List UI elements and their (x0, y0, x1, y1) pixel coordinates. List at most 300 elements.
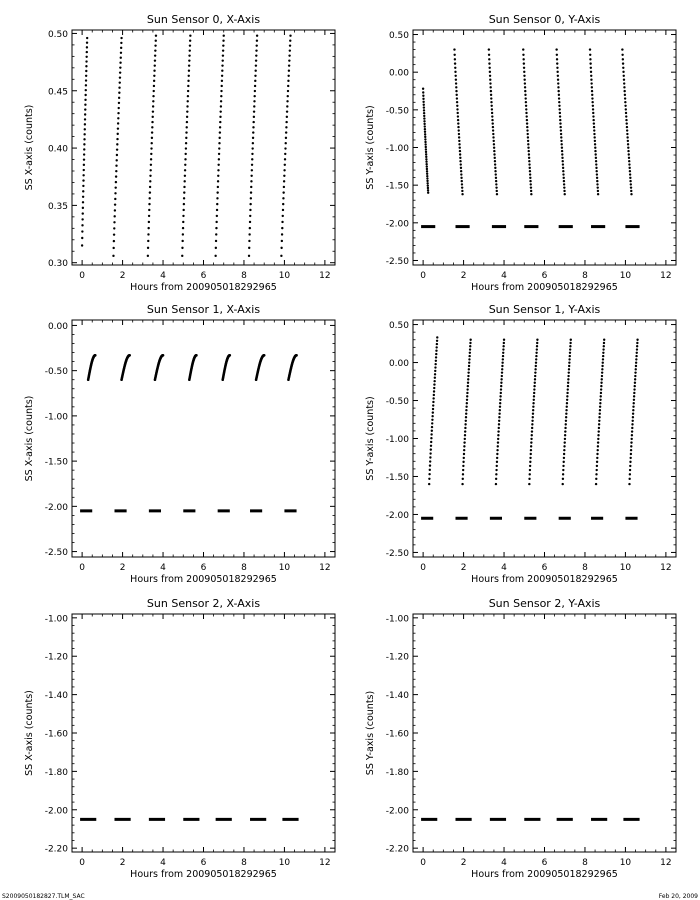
data-point (280, 247, 282, 249)
data-point (593, 122, 595, 124)
data-point (636, 352, 638, 354)
data-point (601, 368, 603, 370)
data-point (434, 366, 436, 368)
data-point (633, 402, 635, 404)
data-point (589, 58, 591, 60)
y-tick-label: 0.50 (388, 31, 409, 42)
data-point (182, 233, 184, 235)
data-point (117, 122, 119, 124)
data-point (628, 157, 630, 159)
data-point (426, 180, 428, 182)
data-point (524, 90, 526, 92)
data-point (528, 153, 530, 155)
footer-filename: S2009050182827.TLM_SAC (2, 893, 85, 900)
data-point (502, 352, 504, 354)
data-point (251, 169, 253, 171)
data-point (86, 41, 88, 43)
data-point (500, 382, 502, 384)
data-point (219, 126, 221, 128)
data-point (453, 48, 455, 50)
data-point (425, 158, 427, 160)
data-point (182, 215, 184, 217)
data-point (557, 79, 559, 81)
data-point (529, 173, 531, 175)
data-point (589, 48, 591, 50)
data-point (522, 58, 524, 60)
data-point (455, 94, 457, 96)
data-point (495, 186, 497, 188)
data-point (532, 416, 534, 418)
data-point (152, 95, 154, 97)
data-point (530, 438, 532, 440)
data-point (114, 203, 116, 205)
data-point (469, 342, 471, 344)
y-tick-label: -2.50 (385, 548, 409, 559)
data-point (116, 138, 118, 140)
data-point (184, 164, 186, 166)
data-point (282, 215, 284, 217)
plot-frame (72, 30, 335, 265)
data-point (596, 183, 598, 185)
data-point (465, 416, 467, 418)
data-point (566, 392, 568, 394)
data-point (599, 402, 601, 404)
data-point (492, 126, 494, 128)
data-point (281, 233, 283, 235)
data-point (555, 48, 557, 50)
x-tick-label: 10 (278, 563, 291, 573)
data-point (149, 180, 151, 182)
data-point (147, 233, 149, 235)
y-tick-label: -2.00 (44, 806, 68, 817)
data-point (559, 119, 561, 121)
data-point (254, 75, 256, 77)
data-point (565, 413, 567, 415)
data-point (463, 457, 465, 459)
data-point (120, 47, 122, 49)
data-point (495, 473, 497, 475)
x-tick-label: 0 (420, 271, 426, 281)
data-point (562, 173, 564, 175)
data-point (284, 158, 286, 160)
data-point (221, 85, 223, 87)
data-point (459, 153, 461, 155)
data-point (589, 62, 591, 64)
data-point (536, 339, 538, 341)
data-point (435, 346, 437, 348)
data-point (523, 62, 525, 64)
data-point (530, 183, 532, 185)
data-point (436, 336, 438, 338)
data-point (429, 452, 431, 454)
x-tick-label: 8 (582, 563, 588, 573)
data-point (117, 117, 119, 119)
y-tick-label: -2.20 (385, 844, 409, 855)
data-point (151, 142, 153, 144)
data-point (256, 44, 258, 46)
data-point (113, 221, 115, 223)
data-point (455, 79, 457, 81)
data-point (82, 207, 84, 209)
x-tick-label: 2 (460, 858, 467, 868)
data-point (532, 413, 534, 415)
data-point (147, 227, 149, 229)
data-point (468, 358, 470, 360)
data-point (495, 469, 497, 471)
data-point (461, 190, 463, 192)
data-point (566, 395, 568, 397)
data-point (469, 345, 471, 347)
data-point (525, 115, 527, 117)
data-point (564, 430, 566, 432)
data-point (597, 190, 599, 192)
data-point (495, 180, 497, 182)
data-point (153, 90, 155, 92)
data-point (427, 189, 429, 191)
data-point (564, 438, 566, 440)
data-point (500, 388, 502, 390)
data-point (286, 110, 288, 112)
data-point (600, 388, 602, 390)
data-point (602, 355, 604, 357)
data-point (529, 170, 531, 172)
data-point (621, 54, 623, 56)
data-point (433, 380, 435, 382)
data-point (600, 392, 602, 394)
data-point (426, 165, 428, 167)
data-point (567, 382, 569, 384)
data-point (83, 138, 85, 140)
data-point (523, 75, 525, 77)
data-point (458, 136, 460, 138)
data-point (626, 129, 628, 131)
data-point (253, 100, 255, 102)
data-point (283, 186, 285, 188)
data-point (528, 478, 530, 480)
x-tick-label: 10 (619, 563, 632, 573)
data-point (422, 91, 424, 93)
data-point (467, 371, 469, 373)
data-point (536, 348, 538, 350)
data-point (462, 469, 464, 471)
data-point (495, 173, 497, 175)
data-point (455, 90, 457, 92)
data-point (594, 153, 596, 155)
data-point (113, 240, 115, 242)
data-point (82, 179, 84, 181)
y-tick-label: -2.20 (44, 844, 68, 855)
data-point (82, 185, 84, 187)
data-point (287, 80, 289, 82)
data-point (465, 406, 467, 408)
data-point (557, 90, 559, 92)
data-point (625, 115, 627, 117)
data-point (629, 170, 631, 172)
data-point (528, 150, 530, 152)
footer-date: Feb 20, 2009 (658, 893, 698, 900)
data-point (599, 399, 601, 401)
data-point (601, 365, 603, 367)
data-point (285, 137, 287, 139)
x-tick-label: 12 (660, 271, 672, 281)
data-point (557, 86, 559, 88)
x-tick-label: 4 (160, 563, 166, 573)
data-point (424, 143, 426, 145)
data-point (153, 85, 155, 87)
x-tick-label: 8 (582, 271, 588, 281)
data-point (426, 182, 428, 184)
data-point (560, 140, 562, 142)
data-point (594, 143, 596, 145)
data-point (600, 385, 602, 387)
data-point (628, 483, 630, 485)
data-point (289, 44, 291, 46)
data-point (493, 150, 495, 152)
data-point (86, 37, 88, 39)
data-point (556, 67, 558, 69)
data-point (502, 348, 504, 350)
data-point (522, 48, 524, 50)
data-point (287, 75, 289, 77)
data-point (457, 115, 459, 117)
data-point (533, 399, 535, 401)
data-point (82, 201, 84, 203)
data-point (423, 104, 425, 106)
data-point (147, 247, 149, 249)
data-point (152, 100, 154, 102)
data-point (535, 361, 537, 363)
chart-title: Sun Sensor 1, X-Axis (146, 303, 261, 316)
data-point (151, 121, 153, 123)
data-point (286, 105, 288, 107)
data-point (120, 42, 122, 44)
data-point (534, 368, 536, 370)
data-point (599, 413, 601, 415)
data-point (248, 247, 250, 249)
data-point (501, 371, 503, 373)
data-point (155, 39, 157, 41)
data-point (568, 361, 570, 363)
data-point (454, 62, 456, 64)
x-axis-label: Hours from 200905018292965 (130, 282, 277, 293)
data-point (83, 143, 85, 145)
chart-panel-3 (24, 303, 335, 585)
data-point (528, 160, 530, 162)
data-point (495, 177, 497, 179)
data-point (284, 153, 286, 155)
data-point (489, 75, 491, 77)
data-point (501, 361, 503, 363)
data-point (424, 136, 426, 138)
data-point (255, 49, 257, 51)
data-point (181, 255, 183, 257)
data-point (84, 104, 86, 106)
data-point (461, 183, 463, 185)
data-point (556, 54, 558, 56)
data-point (502, 355, 504, 357)
data-point (85, 60, 87, 62)
data-point (430, 445, 432, 447)
data-point (455, 86, 457, 88)
data-point (630, 445, 632, 447)
data-point (630, 193, 632, 195)
data-point (632, 420, 634, 422)
data-point (627, 147, 629, 149)
data-point (634, 375, 636, 377)
data-point (221, 80, 223, 82)
data-point (429, 464, 431, 466)
data-point (432, 408, 434, 410)
data-point (531, 430, 533, 432)
data-point (248, 255, 250, 257)
data-point (217, 164, 219, 166)
data-point (488, 62, 490, 64)
data-point (459, 150, 461, 152)
data-point (563, 190, 565, 192)
data-point (119, 66, 121, 68)
data-point (85, 65, 87, 67)
data-point (254, 70, 256, 72)
x-tick-label: 0 (79, 563, 85, 573)
data-point (567, 375, 569, 377)
data-point (153, 70, 155, 72)
data-point (456, 108, 458, 110)
data-point (427, 184, 429, 186)
data-point (150, 158, 152, 160)
data-point (252, 142, 254, 144)
data-point (495, 478, 497, 480)
data-point (433, 387, 435, 389)
y-tick-label: -1.50 (44, 457, 68, 468)
data-point (115, 181, 117, 183)
data-point (148, 209, 150, 211)
x-tick-label: 10 (278, 271, 291, 281)
data-point (85, 70, 87, 72)
data-point (496, 453, 498, 455)
data-point (286, 100, 288, 102)
x-tick-label: 6 (541, 858, 548, 868)
data-point (469, 339, 471, 341)
data-point (593, 136, 595, 138)
data-point (287, 85, 289, 87)
data-point (466, 395, 468, 397)
data-point (186, 126, 188, 128)
data-point (494, 167, 496, 169)
data-point (530, 445, 532, 447)
data-point (490, 94, 492, 96)
y-tick-label: -2.50 (44, 548, 68, 559)
data-point (288, 54, 290, 56)
data-point (626, 136, 628, 138)
data-point (491, 119, 493, 121)
data-point (287, 90, 289, 92)
data-point (501, 365, 503, 367)
data-point (187, 85, 189, 87)
data-point (527, 140, 529, 142)
data-point (118, 107, 120, 109)
data-point (463, 441, 465, 443)
x-tick-label: 12 (319, 563, 331, 573)
y-tick-label: 0.30 (47, 259, 68, 270)
data-point (632, 413, 634, 415)
y-axis-label: SS X-axis (counts) (24, 395, 35, 482)
chart-title: Sun Sensor 2, X-Axis (146, 597, 261, 610)
x-tick-label: 6 (200, 271, 207, 281)
data-point (425, 146, 427, 148)
data-point (457, 119, 459, 121)
data-point (431, 415, 433, 417)
data-point (456, 105, 458, 107)
data-point (590, 75, 592, 77)
data-point (630, 190, 632, 192)
data-point (501, 368, 503, 370)
data-point (460, 167, 462, 169)
x-tick-label: 4 (501, 271, 507, 281)
x-axis-label: Hours from 200905018292965 (471, 574, 618, 585)
data-point (633, 388, 635, 390)
data-point (94, 354, 97, 357)
data-point (216, 209, 218, 211)
data-point (154, 59, 156, 61)
data-point (567, 385, 569, 387)
data-point (221, 70, 223, 72)
data-point (488, 54, 490, 56)
data-point (569, 342, 571, 344)
data-point (558, 101, 560, 103)
data-point (595, 473, 597, 475)
plot-frame (72, 614, 335, 852)
data-point (435, 353, 437, 355)
data-point (568, 368, 570, 370)
data-point (423, 109, 425, 111)
data-point (151, 137, 153, 139)
data-point (251, 164, 253, 166)
data-point (283, 180, 285, 182)
data-point (186, 121, 188, 123)
data-point (469, 348, 471, 350)
data-point (281, 227, 283, 229)
data-point (432, 404, 434, 406)
data-point (220, 105, 222, 107)
data-point (492, 136, 494, 138)
data-point (250, 175, 252, 177)
data-point (428, 478, 430, 480)
data-point (251, 153, 253, 155)
data-point (455, 82, 457, 84)
data-point (82, 212, 84, 214)
data-point (426, 168, 428, 170)
data-point (496, 461, 498, 463)
data-point (627, 140, 629, 142)
data-point (497, 430, 499, 432)
data-point (432, 397, 434, 399)
data-point (526, 119, 528, 121)
data-point (469, 352, 471, 354)
data-point (188, 59, 190, 61)
data-point (530, 449, 532, 451)
data-point (600, 382, 602, 384)
data-point (462, 478, 464, 480)
x-tick-label: 2 (460, 563, 467, 573)
data-point (564, 427, 566, 429)
data-point (456, 101, 458, 103)
data-point (595, 478, 597, 480)
y-tick-label: 0.40 (47, 144, 68, 155)
data-point (457, 112, 459, 114)
x-tick-label: 8 (241, 858, 247, 868)
data-point (499, 406, 501, 408)
y-axis-label: SS X-axis (counts) (24, 104, 35, 191)
